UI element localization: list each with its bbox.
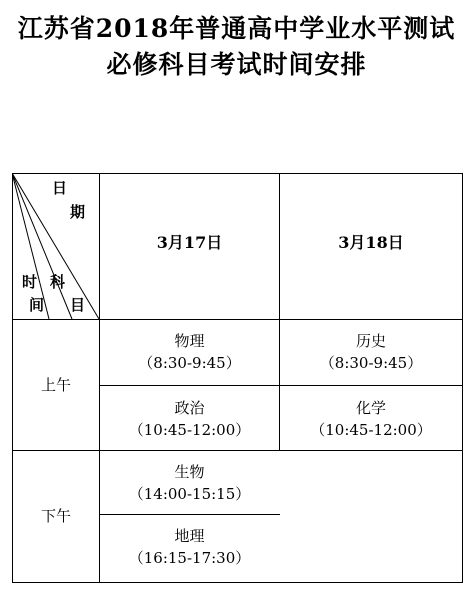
exam-subject: 化学 (355, 399, 386, 417)
corner-label-date-1: 日 (52, 179, 68, 197)
exam-time: （10:45-12:00） (310, 421, 432, 439)
date-header-day2: 3月18日 (338, 233, 404, 252)
schedule-table (12, 173, 463, 583)
document-title-line1: 江苏省2018年普通高中学业水平测试 (17, 14, 456, 43)
exam-time: （14:00-15:15） (128, 485, 251, 503)
exam-time: （16:15-17:30） (128, 549, 251, 567)
corner-label-subject-1: 科 (50, 273, 66, 291)
empty-cell-afternoon-day2 (280, 451, 462, 582)
corner-label-subject-2: 目 (70, 296, 86, 314)
session-label-morning: 上午 (40, 376, 71, 394)
exam-subject: 地理 (174, 527, 205, 545)
corner-label-time-1: 时 (22, 273, 38, 291)
date-header-day1: 3月17日 (156, 233, 223, 252)
afternoon-slot-divider (99, 514, 280, 515)
document-title-line2: 必修科目考试时间安排 (106, 50, 367, 79)
corner-label-date-2: 期 (70, 203, 86, 221)
exam-subject: 政治 (174, 399, 205, 417)
table-border-bottom (12, 582, 463, 583)
exam-subject: 历史 (355, 332, 386, 350)
exam-subject: 生物 (174, 463, 205, 481)
corner-label-time-2: 间 (29, 296, 45, 314)
exam-time: （10:45-12:00） (128, 421, 251, 439)
exam-time: （8:30-9:45） (138, 354, 241, 372)
exam-subject: 物理 (174, 332, 205, 350)
session-label-afternoon: 下午 (40, 507, 71, 525)
table-border-right (462, 173, 463, 583)
exam-time: （8:30-9:45） (319, 354, 423, 372)
morning-slot-divider (99, 385, 463, 386)
